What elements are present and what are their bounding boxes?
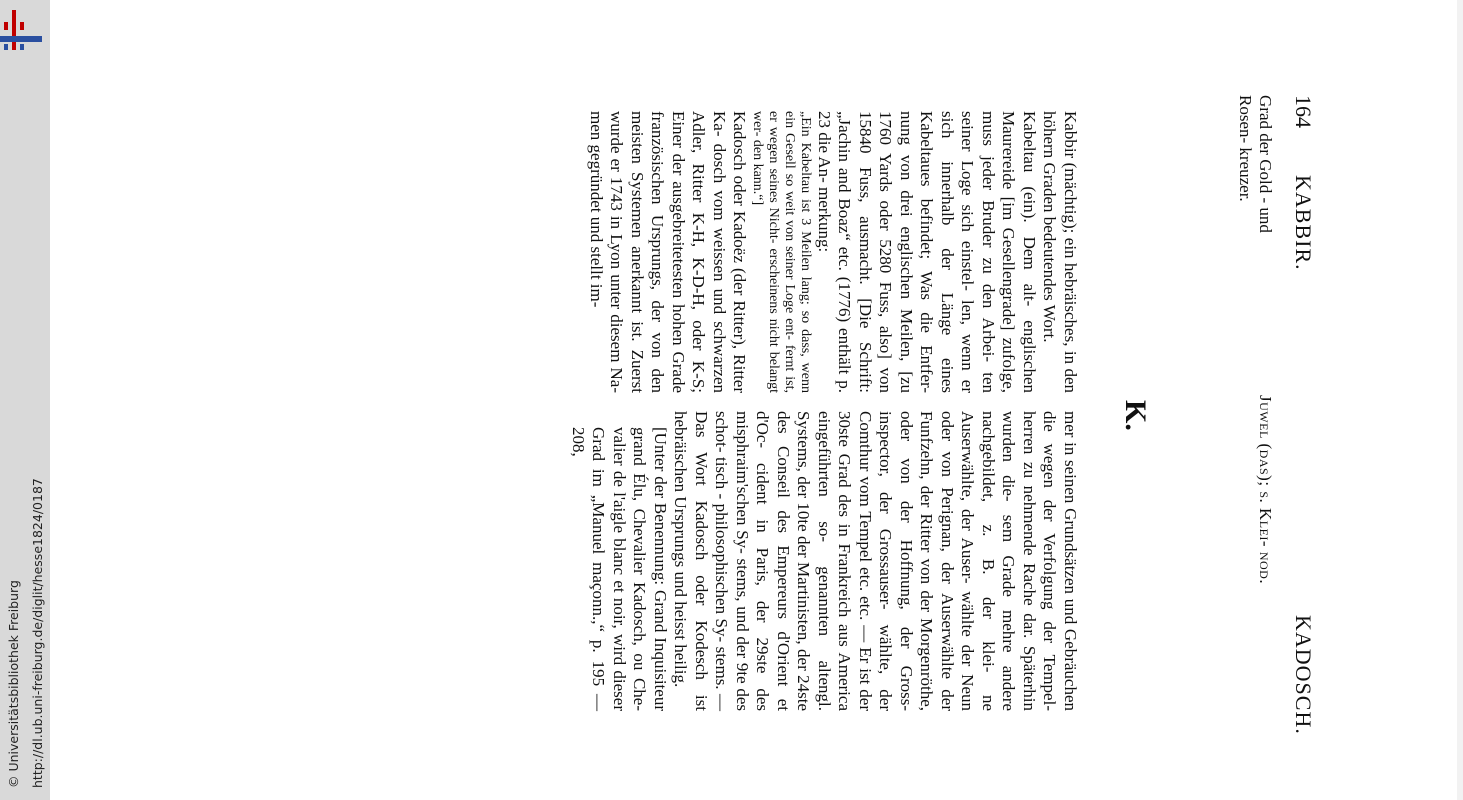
source-url[interactable]: http://dl.ub.uni-freiburg.de/diglit/hesse1824/0187 (30, 478, 45, 788)
top-left-entry: Grad der Gold - und Rosen- kreuzer. (1236, 95, 1275, 233)
kabeltau-footnote: „Ein Kabeltau ist 3 Meilen lang; so dass, wenn ein Gesell so weit von seiner Loge ent- fernt ist, er wegen seines Nicht- erscheinens nicht belangt wer- den kann.“] (750, 111, 814, 393)
right-column (568, 411, 1081, 711)
running-head-right: KADOSCH. (1291, 615, 1316, 735)
kadosch-benennung: [Unter der Benennung: Grand Inquisiteur grand Élu, Chevalier Kadosch, ou Che- valier de l'aigle blanc et noir, wird dieser Grad im „Manuel maçonn.,“ p. 195 — 208, (569, 427, 670, 711)
kadosch-continuation: mer in seinen Grundsätzen und Gebräuchen die wegen der Verfolgung der Tempel- herren zu nehmende Rache dar. Späterhin wurden die- sem Grade mehre andere nachgebildet, z. B. der klei- ne Auserwählte, der Auser- wählte der Neun oder von Perignan, der Auserwählte der Funfzehn, der Ritter von der Morgenröthe, oder von der Hoffnung, der Gross- inspector, der Grossauser- wählte, der Comthur vom Tempel etc. etc. — Er ist der 30ste Grad des in Frankreich aus America eingeführten so- genannten altengl. Systems, der 10te der Martinisten, der 24ste des Conseil des Empereurs d'Orient et d'Oc- cident in Paris, der 29ste des misphraim'schen Sy- stems, und der 9te des schot- tisch - philosophischen Sy- stems. — Das Wort Kadosch oder Kodesch ist hebräischen Ursprungs und heisst heilig. (671, 411, 1080, 711)
scrollbar-track[interactable] (1457, 0, 1463, 800)
entry-kabbir: Kabbir (mächtig); ein hebräisches, in den höhern Graden bedeutendes Wort. (1040, 111, 1080, 393)
page-number: 164 (1291, 95, 1316, 128)
scanned-page (230, 95, 1330, 800)
copyright-notice: © Universitätsbibliothek Freiburg (6, 580, 21, 788)
section-letter: K. (1119, 400, 1152, 431)
top-right-entry: Juwel (das); s. Klei- nod. (1256, 395, 1275, 585)
left-column (586, 95, 1081, 393)
running-head-left: KABBIR. (1291, 175, 1316, 271)
entry-kadosch: Kadosch oder Kadoëz (der Ritter), Ritter Ka- dosch vom weissen und schwarzen Adler, Ritter K-H, K-D-H, oder K-S; Einer der ausgebreitetesten hohen Grade französischen Ursprungs, der von den meisten Systemen anerkannt ist. Zuerst wurde er 1743 in Lyon unter diesem Na- men gegründet und stellt im- (587, 111, 750, 393)
viewer-sidebar (0, 0, 50, 800)
viewer-source-info (0, 0, 50, 800)
entry-kabeltau: Kabeltau (ein). Dem alt- englischen Maurereide [im Gesellengrade] zufolge, muss jeder Bruder zu den Arbei- ten seiner Loge sich einstel- len, wenn er sich innerhalb der Länge eines Kabeltaues befindet; Was die Entfer- nung von drei englischen Meilen, [zu 1760 Yards oder 5280 Fuss, also] von 15840 Fuss, ausmacht. [Die Schrift: „Jachin and Boaz“ etc. (1776) enthält p. 23 die An- merkung: (815, 111, 1039, 393)
